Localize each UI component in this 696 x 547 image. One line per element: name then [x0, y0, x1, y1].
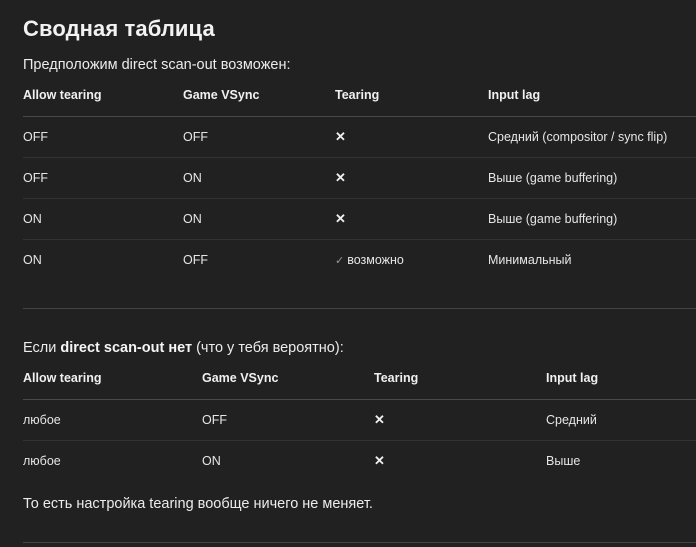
cell-tearing	[374, 400, 546, 441]
divider	[23, 308, 696, 309]
cell-game-vsync: OFF	[202, 400, 374, 441]
divider	[23, 542, 696, 543]
header-tearing: Tearing	[335, 86, 488, 117]
cross-icon: ✕	[335, 129, 346, 144]
section2-intro: Если direct scan-out нет (что у тебя вероятно):	[23, 340, 344, 356]
cell-allow-tearing: ON	[23, 199, 183, 240]
cross-icon: ✕	[374, 453, 385, 468]
section1-intro: Предположим direct scan-out возможен:	[23, 57, 291, 73]
summary-table-scanout	[23, 86, 696, 280]
cell-game-vsync: OFF	[183, 253, 208, 267]
cell-tearing	[335, 158, 488, 199]
cell-input-lag: Средний (compositor / sync flip)	[488, 117, 696, 158]
cell-tearing	[374, 441, 546, 482]
page-title: Сводная таблица	[23, 16, 215, 41]
table-header-row	[23, 369, 696, 400]
table-row	[23, 400, 696, 441]
cell-tearing	[335, 199, 488, 240]
table-header-row	[23, 86, 696, 117]
cell-input-lag: Средний	[546, 400, 696, 441]
table-row	[23, 199, 696, 240]
header-allow-tearing: Allow tearing	[23, 86, 183, 117]
header-game-vsync: Game VSync	[183, 86, 335, 117]
cross-icon: ✕	[374, 412, 385, 427]
bold-phrase: direct scan-out нет	[60, 340, 193, 356]
cell-allow-tearing: OFF	[23, 117, 183, 158]
table-row	[23, 117, 696, 158]
summary-table-no-scanout	[23, 369, 696, 481]
cell-game-vsync: ON	[202, 454, 221, 468]
header-tearing: Tearing	[374, 369, 546, 400]
cross-icon: ✕	[335, 170, 346, 185]
cell-tearing	[335, 117, 488, 158]
table-row	[23, 240, 696, 281]
cell-allow-tearing: OFF	[23, 158, 183, 199]
header-input-lag: Input lag	[488, 86, 696, 117]
cell-allow-tearing: любое	[23, 400, 202, 441]
cell-game-vsync: ON	[183, 199, 335, 240]
header-input-lag: Input lag	[546, 369, 696, 400]
cell-game-vsync: ON	[183, 158, 335, 199]
tearing-note: возможно	[347, 253, 404, 267]
cell-allow-tearing: ON	[23, 253, 42, 267]
cell-tearing	[335, 240, 488, 281]
cell-input-lag: Выше	[546, 454, 581, 468]
header-allow-tearing: Allow tearing	[23, 369, 202, 400]
table-row	[23, 441, 696, 482]
closing-text: То есть настройка tearing вообще ничего не меняет.	[23, 496, 373, 512]
table-row	[23, 158, 696, 199]
cross-icon: ✕	[335, 211, 346, 226]
cell-allow-tearing: любое	[23, 454, 61, 468]
header-game-vsync: Game VSync	[202, 369, 374, 400]
cell-input-lag: Выше (game buffering)	[488, 199, 696, 240]
cell-input-lag: Выше (game buffering)	[488, 158, 696, 199]
cell-input-lag: Минимальный	[488, 253, 572, 267]
check-icon: ✓	[335, 255, 345, 267]
cell-game-vsync: OFF	[183, 117, 335, 158]
